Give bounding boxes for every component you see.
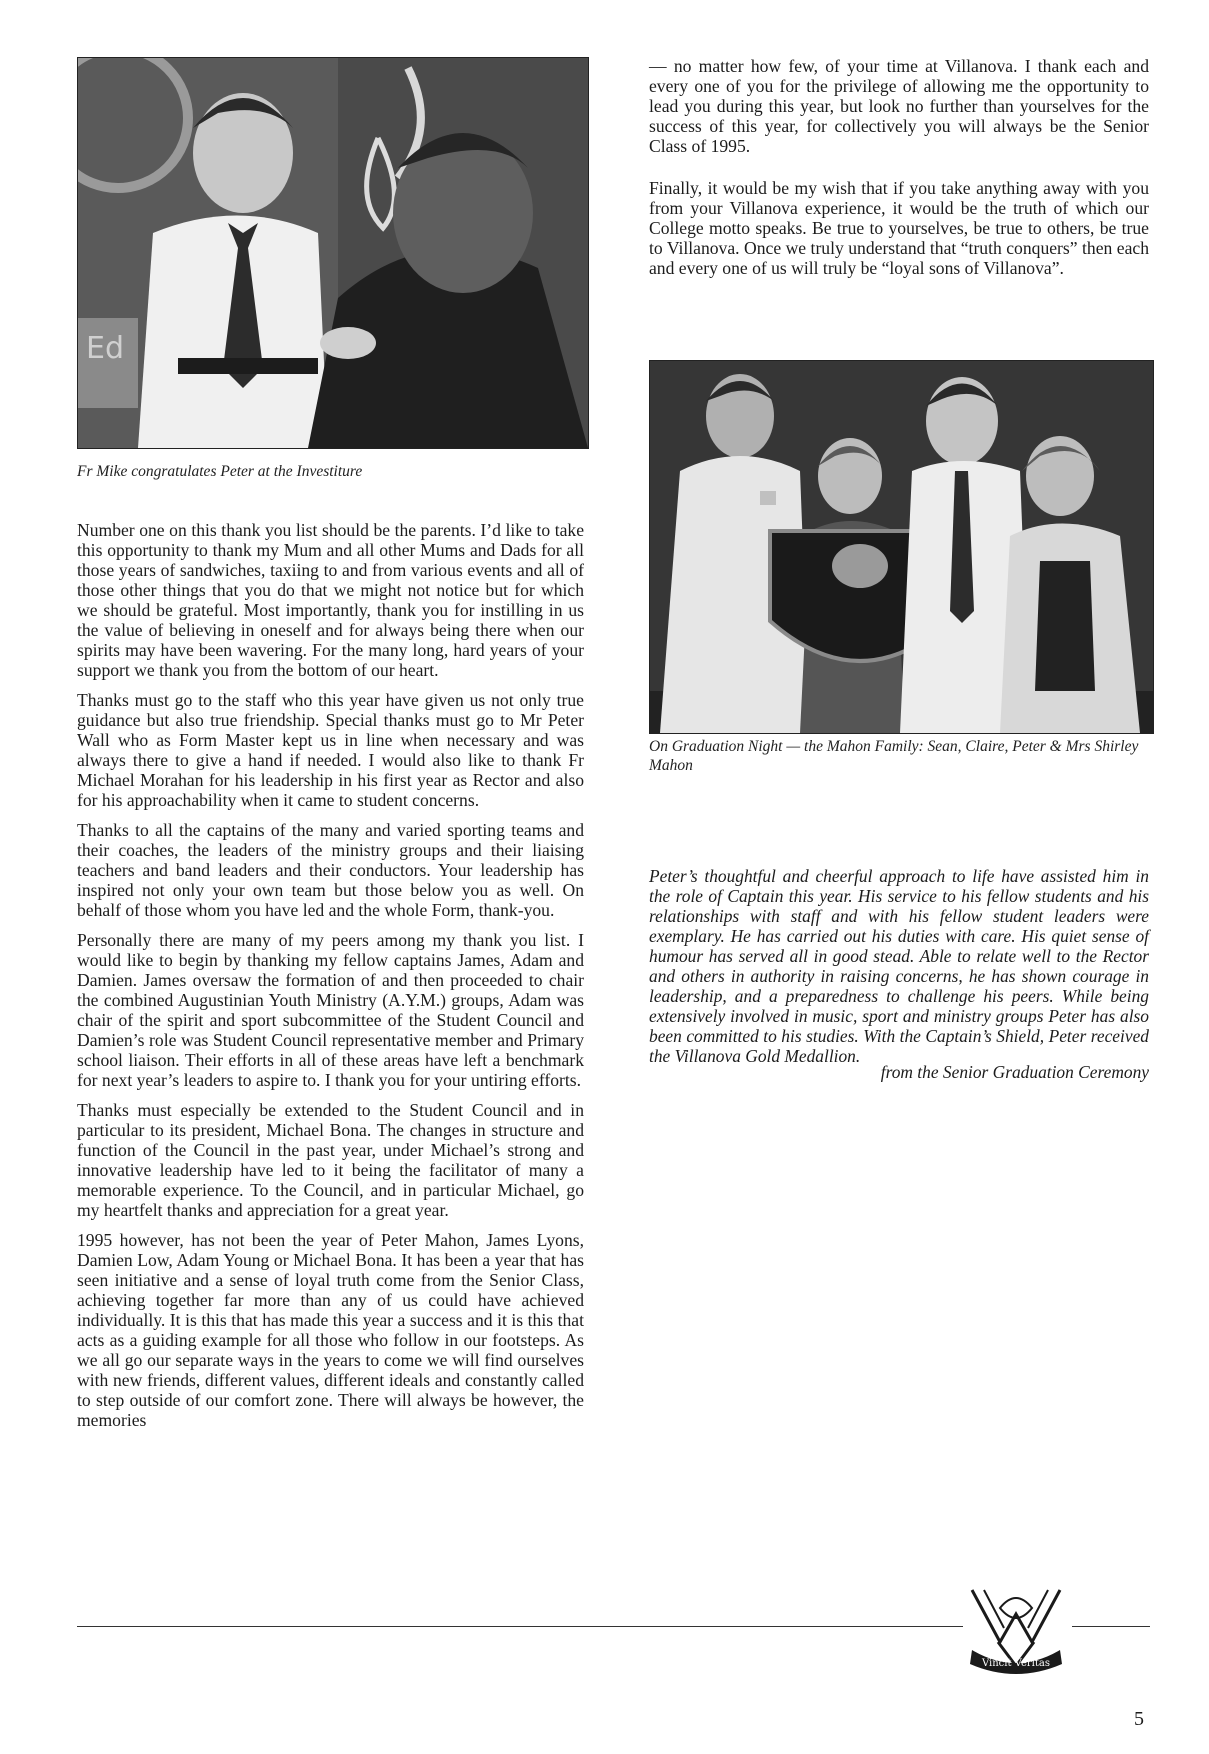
footer-rule-left xyxy=(77,1626,963,1627)
logo-motto: Vincit Veritas xyxy=(982,1658,1050,1669)
tribute-paragraph: Peter’s thoughtful and cheerful approach to life have assisted him in the role of Captain this year. His service to his fellow students and his relationships with staff and with his fellow student leaders were exemplary. He has carried out his duties with care. His quiet sense of humour has served all in good stead. Able to relate well to the Rector and others in authority in raising concerns, he has shown courage in leadership, and a preparedness to challenge his peers. While being extensively involved in music, sport and ministry groups Peter has also been committed to his studies. With the Captain’s Shield, Peter received the Villanova Gold Medallion. xyxy=(649,866,1149,1066)
page-number: 5 xyxy=(1134,1708,1144,1730)
footer-rule-right xyxy=(1072,1626,1150,1627)
paragraph: Personally there are many of my peers among my thank you list. I would like to begin by thanking my fellow captains James, Adam and Damien. James oversaw the formation of and then proceeded to chair the combined Augustinian Youth Ministry (A.Y.M.) groups, Adam was chair of the spirit and sport subcommittee of the Student Council and Damien’s role was Student Council representative member and Primary school liaison. Their efforts in all of these areas have left a benchmark for next year’s leaders to aspire to. I thank you for your untiring efforts. xyxy=(77,930,584,1090)
investiture-caption: Fr Mike congratulates Peter at the Investiture xyxy=(77,463,363,480)
paragraph: 1995 however, has not been the year of Peter Mahon, James Lyons, Damien Low, Adam Young or Michael Bona. It has been a year that has seen initiative and a sense of loyal truth come from the Senior Class, achieving together far more than any of us could have achieved individually. It is this that has made this year a success and it is this that acts as a guiding example for all those who follow in our footsteps. As we all go our separate ways in the years to come we will find ourselves with new friends, different values, different ideals and constantly called to step outside of our comfort zone. There will always be however, the memories xyxy=(77,1230,584,1430)
background-letters: Ed xyxy=(86,331,124,366)
paragraph: — no matter how few, of your time at Villanova. I thank each and every one of you for the privilege of allowing me the opportunity to lead you during this year, but look no further than yourselves for the success of this year, for collectively you will always be the Senior Class of 1995. xyxy=(649,56,1149,156)
paragraph: Thanks must especially be extended to the Student Council and in particular to its president, Michael Bona. The changes in structure and function of the Council in the past year, under Michael’s strong and innovative leadership have led to it being the facilitator of many a memorable experience. To the Council, and in particular Michael, go my heartfelt thanks and appreciation for a great year. xyxy=(77,1100,584,1220)
tribute-attribution: from the Senior Graduation Ceremony xyxy=(880,1062,1149,1082)
paragraph: Finally, it would be my wish that if you take anything away with you from your Villanova experience, it would be the truth of which our College motto speaks. Be true to yourselves, be true to others, be true to Villanova. Once we truly understand that “truth conquers” then each and every one of us will truly be “loyal sons of Villanova”. xyxy=(649,178,1149,278)
vincit-veritas-logo xyxy=(964,1584,1068,1676)
tribute-text xyxy=(649,866,1149,1066)
right-column-text xyxy=(649,56,1149,300)
paragraph: Thanks must go to the staff who this year have given us not only true guidance but also true friendship. Special thanks must go to Mr Peter Wall who as Form Master kept us in line when necessary and was always there to give a hand if needed. I would also like to thank Fr Michael Morahan for his leadership in his first year as Rector and also for his approachability when it came to student concerns. xyxy=(77,690,584,810)
graduation-family-photo xyxy=(649,360,1154,734)
investiture-photo xyxy=(77,57,589,449)
graduation-caption: On Graduation Night — the Mahon Family: Sean, Claire, Peter & Mrs Shirley Mahon xyxy=(649,738,1139,774)
paragraph: Thanks to all the captains of the many and varied sporting teams and their coaches, the leaders of the ministry groups and their liaising teachers and band leaders and their conductors. Your leadership has inspired not only your own team but those below you as well. On behalf of those whom you have led and the whole Form, thank-you. xyxy=(77,820,584,920)
paragraph: Number one on this thank you list should be the parents. I’d like to take this opportunity to thank my Mum and all other Mums and Dads for all those years of sandwiches, taxiing to and from various events and all of those other things that you do that we might not notice but for which we should be grateful. Most importantly, thank you for instilling in us the value of believing in oneself and for always being there when our spirits may have been wavering. For the many long, hard years of your support we thank you from the bottom of our heart. xyxy=(77,520,584,680)
left-column-text xyxy=(77,520,584,1440)
